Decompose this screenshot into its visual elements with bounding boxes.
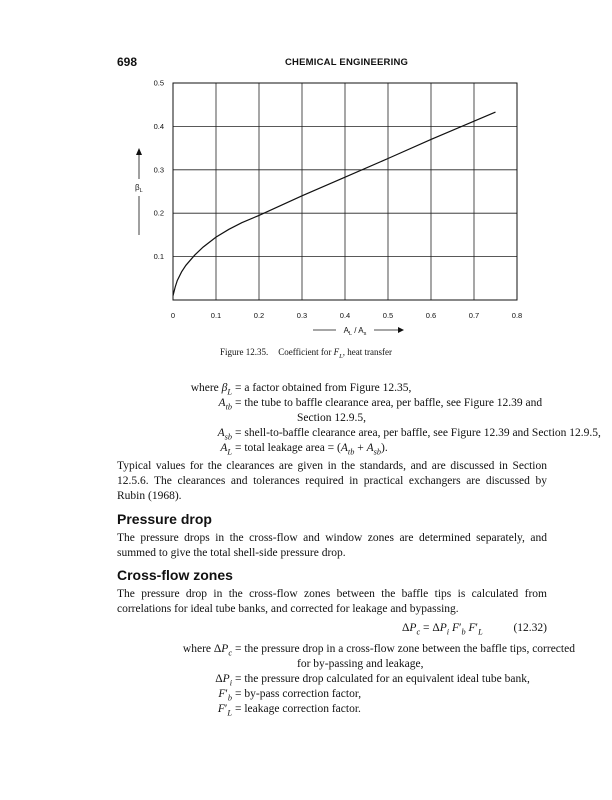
definition-symbol: where $\Delta P_c$: [182, 643, 232, 658]
x-tick-label: 0.3: [296, 311, 308, 320]
x-axis-arrow-head: [398, 327, 404, 333]
definition-delta-p-c-continued: [117, 657, 547, 672]
y-tick-label: 0.4: [153, 121, 164, 131]
definition-a-sb: [117, 426, 601, 442]
definition-symbol: $A_L$: [220, 442, 232, 457]
equation-12-32: [117, 622, 547, 638]
y-tick-label: 0.1: [153, 252, 164, 262]
paragraph-pressure-drop: The pressure drops in the cross-flow and window zones are determined separately, and summed to give the total shell-side pressure drop.: [117, 532, 547, 559]
definition-text: = total leakage area = $(A_{tb} + A_{sb})$.: [235, 442, 388, 457]
definition-text: = by-pass correction factor,: [235, 688, 362, 700]
definition-symbol: $F'_L$: [217, 703, 232, 718]
definition-symbol: $A_{sb}$: [217, 427, 232, 442]
definitions-pressure-drop: [117, 642, 575, 718]
definition-delta-p-i: [117, 672, 547, 687]
definition-text: = shell-to-baffle clearance area, per baffle, see Figure 12.39 and Section 12.9.5,: [235, 427, 601, 439]
y-tick-label: 0.5: [153, 78, 164, 88]
definition-symbol: $\Delta P_i$: [215, 673, 232, 688]
heading-pressure-drop: Pressure drop: [117, 511, 212, 527]
y-axis-arrow-head: [136, 148, 142, 155]
page-number: 698: [117, 55, 138, 69]
y-tick-label: 0.2: [153, 208, 164, 218]
definition-a-tb-continued: [117, 411, 547, 426]
figure-caption: [0, 347, 612, 360]
y-tick-label: 0.3: [153, 165, 164, 175]
x-tick-label: 0.4: [339, 311, 351, 320]
definition-text: = leakage correction factor.: [235, 703, 361, 715]
x-axis-label: $A_L / A_s$: [343, 326, 367, 337]
definition-text: = the pressure drop calculated for an equivalent ideal tube bank,: [235, 673, 530, 685]
paragraph-cross-flow: The pressure drop in the cross-flow zones between the baffle tips is calculated from correlations for ideal tube banks, and corrected for leakage and bypassing.: [117, 588, 547, 615]
definition-f-l: [117, 702, 547, 717]
definition-f-b: [117, 687, 547, 702]
definition-text: = the tube to baffle clearance area, per baffle, see Figure 12.39 and: [235, 397, 543, 409]
x-tick-label: 0: [170, 311, 176, 320]
x-tick-label: 0.1: [210, 311, 222, 320]
definitions-leakage: [117, 381, 601, 457]
figure-caption-text: Coefficient for $F_L$, heat transfer: [278, 347, 392, 360]
definition-a-l: [117, 441, 547, 456]
definition-delta-p-c: [117, 642, 575, 658]
x-tick-label: 0.5: [382, 311, 394, 320]
definition-a-tb: [117, 396, 547, 411]
x-tick-label: 0.2: [253, 311, 265, 320]
equation-number: (12.32): [513, 622, 547, 634]
y-axis-label: $\beta_L$: [135, 183, 143, 194]
figure-caption-number: Figure 12.35.: [220, 347, 269, 357]
equation-text: $\Delta P_c = \Delta P_i$ $F'_b$ $F'_L$: [402, 622, 483, 637]
definition-continuation: Section 12.9.5,: [297, 412, 366, 424]
definition-continuation: for by-passing and leakage,: [297, 658, 424, 670]
definition-beta-l: [117, 381, 547, 396]
x-tick-label: 0.6: [425, 311, 437, 320]
paragraph-clearances: Typical values for the clearances are given in the standards, and are discussed in Section 12.5.6. The clearances and tolerances required in practical exchangers are discussed by Rubin (1968).: [117, 460, 547, 502]
definition-text: = the pressure drop in a cross-flow zone between the baffle tips, corrected: [235, 643, 575, 655]
heading-cross-flow-zones: Cross-flow zones: [117, 567, 233, 583]
x-tick-label: 0.7: [468, 311, 480, 320]
definition-symbol: $F'_b$: [218, 688, 232, 703]
figure-12-35-chart: [0, 0, 612, 340]
series-line-beta-l: [173, 112, 496, 296]
running-head: CHEMICAL ENGINEERING: [285, 57, 409, 68]
definition-text: = a factor obtained from Figure 12.35,: [235, 382, 412, 394]
definition-symbol: where $\beta_L$: [190, 382, 232, 397]
definition-symbol: $A_{tb}$: [218, 397, 232, 412]
x-tick-label: 0.8: [511, 311, 523, 320]
